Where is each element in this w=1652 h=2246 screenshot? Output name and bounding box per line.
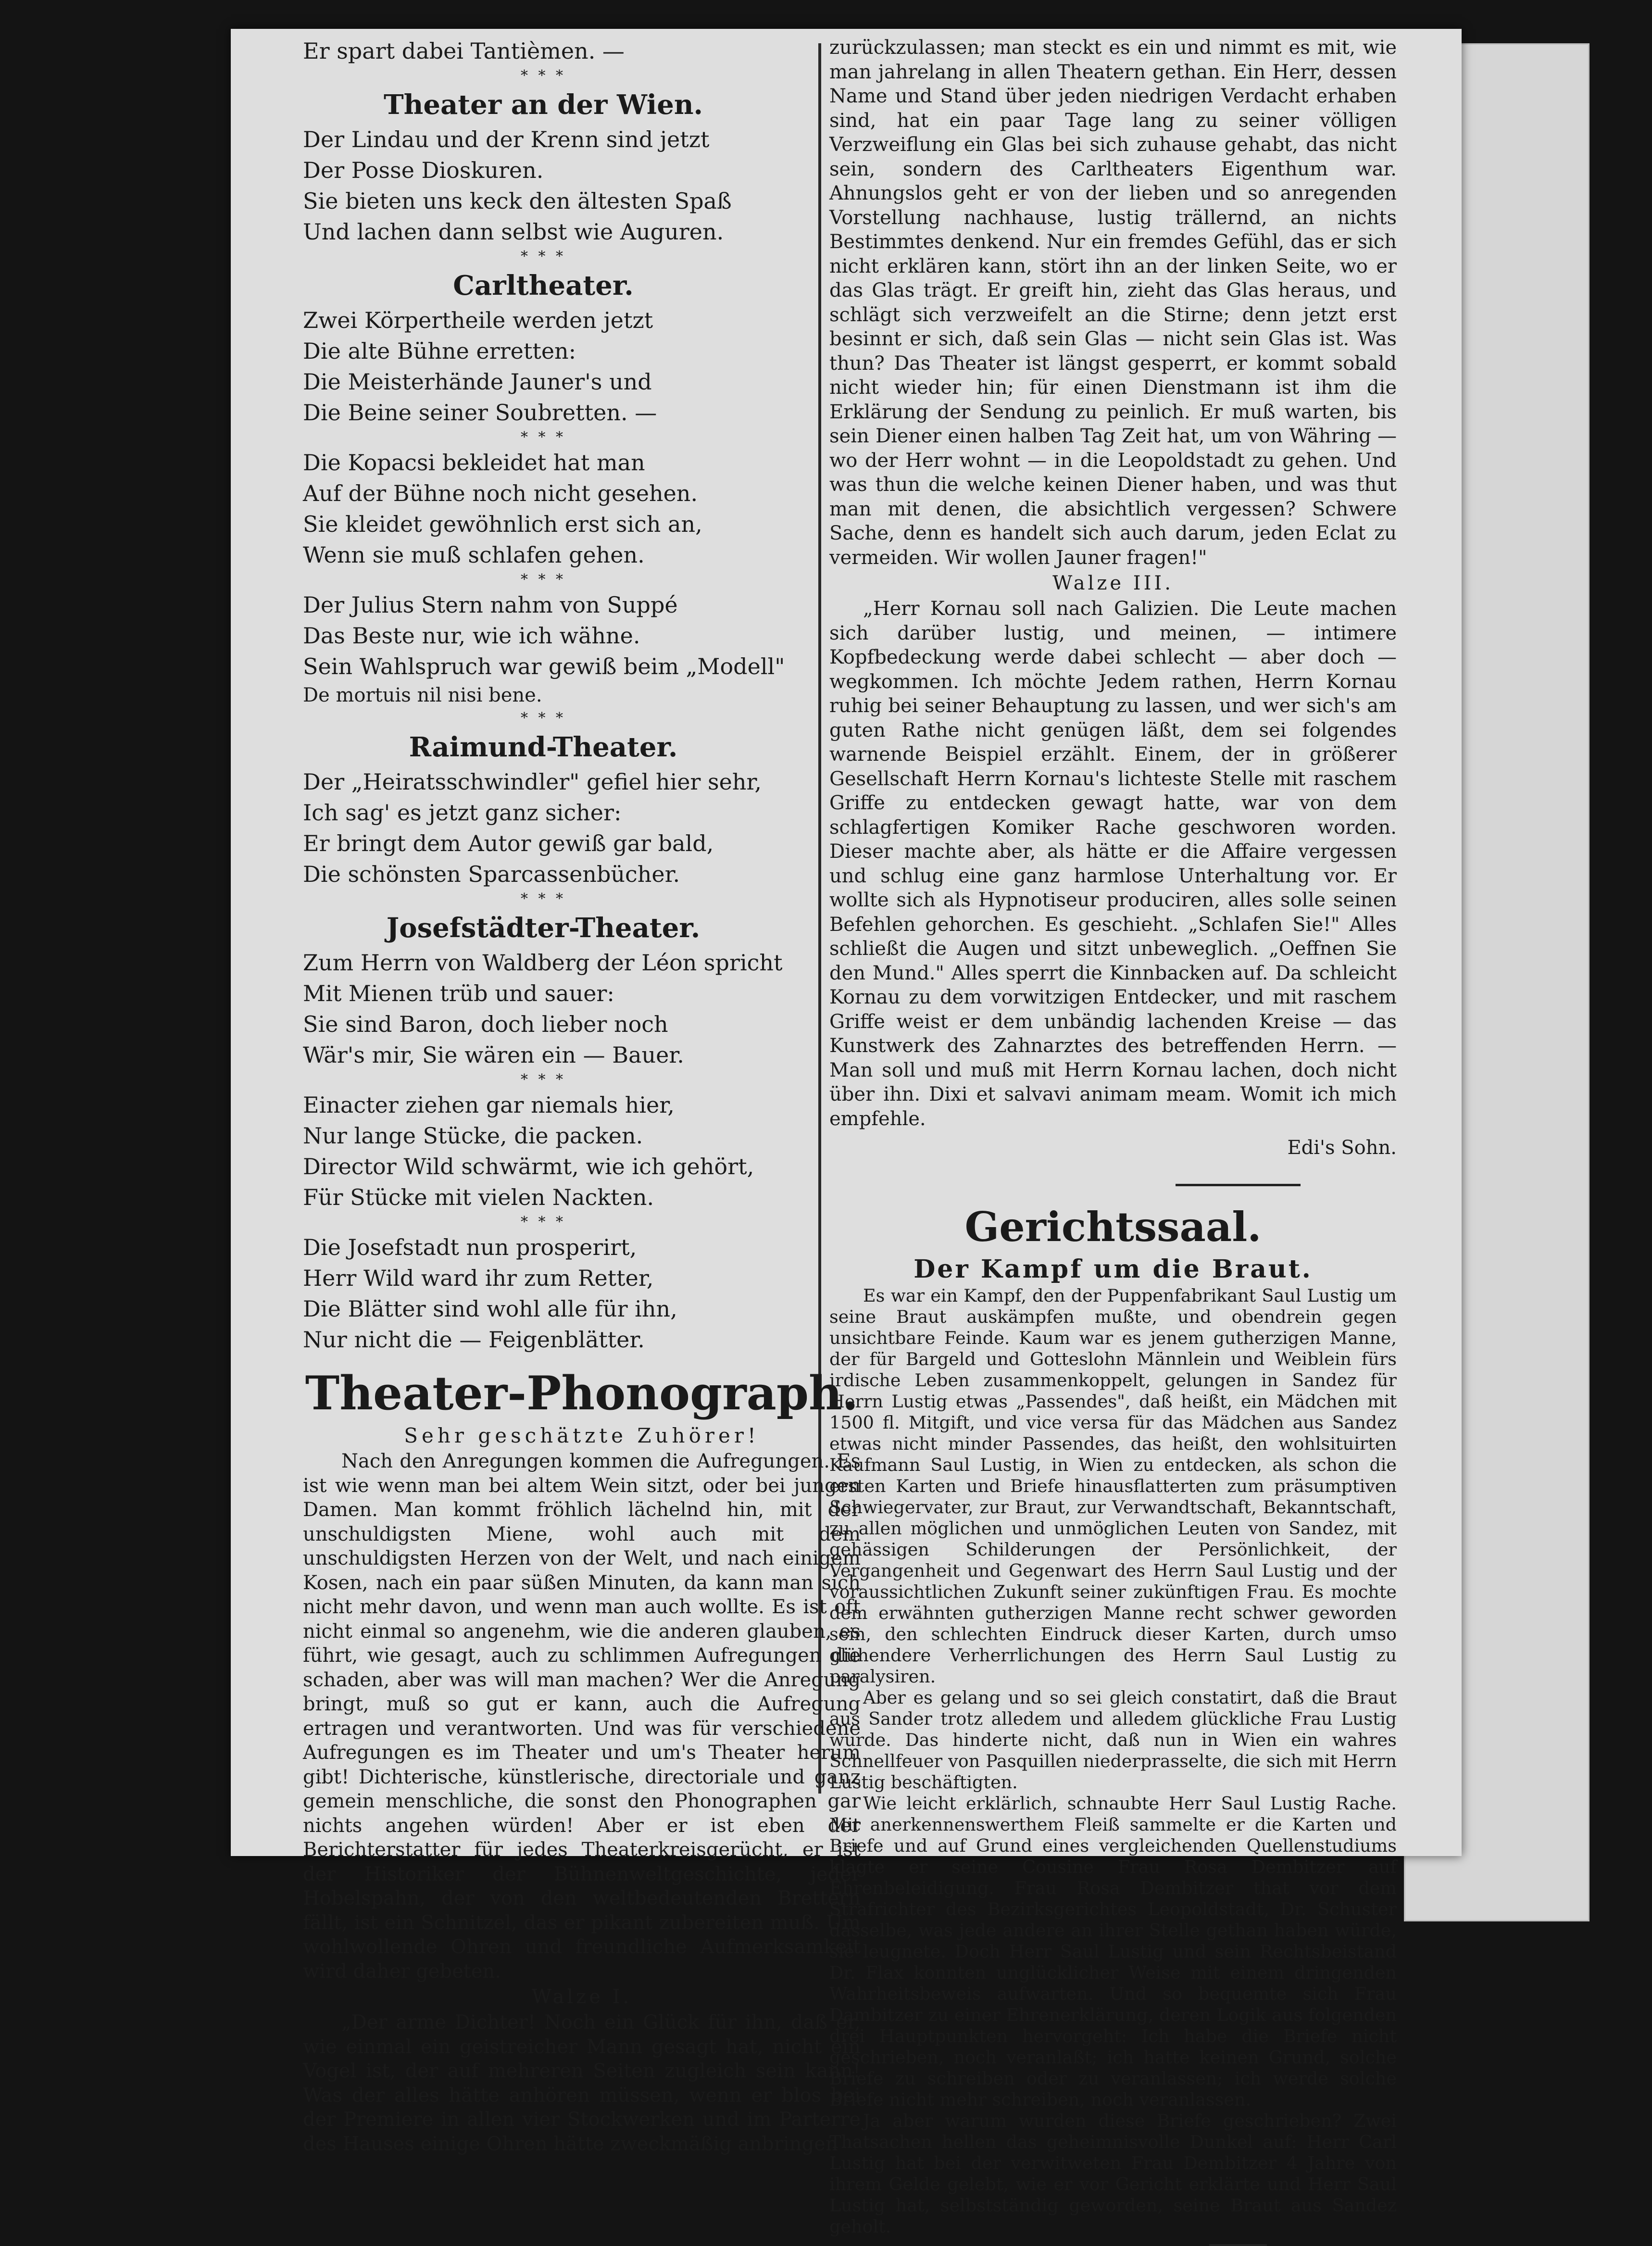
court-paragraph: Aber es gelang und so sei gleich constatirt, daß die Braut aus Sander trotz alledem und alledem glückliche Frau Lustig wurde. Das hinderte nicht, daß nun in Wien ein wahres Schnellfeuer von Pasquillen niederprasselte, die sich mit Herrn Lustig beschäftigten. — [829, 1687, 1397, 1793]
verse-line: Er bringt dem Autor gewiß gar bald, — [303, 830, 714, 856]
verse-line: Die alte Bühne erretten: — [303, 338, 576, 364]
verse-line: Wenn sie muß schlafen gehen. — [303, 542, 645, 568]
verse-line: Für Stücke mit vielen Nackten. — [303, 1184, 654, 1210]
verse-line: Sein Wahlspruch war gewiß beim „Modell" — [303, 653, 785, 679]
court-paragraph: Ja aber warum wurden diese Briefe geschrieben? Zwei Thatsachen hellen das geheimnisvolle Dunkel auf: Herr Carl Lustig hat bei der verwitweten Frau Dembitzer 4 Jahre von ihrem Gelde gelebt, wie er vor Gericht erklärte und Herr Saul Lustig hat, selbstständig geworden, seine Braut aus Sandez geholt. — [829, 2110, 1397, 2237]
verse-line: Die Kopacsi bekleidet hat man — [303, 450, 645, 476]
verse-line: Director Wild schwärmt, wie ich gehört, — [303, 1154, 754, 1179]
court-section-title: Gerichtssaal. — [964, 1203, 1262, 1251]
article-paragraph: zurückzulassen; man steckt es ein und nimmt es mit, wie man jahrelang in allen Theatern gethan. Ein Herr, dessen Name und Stand über jeden niedrigen Verdacht erhaben sind, hat ein paar Tage lang zu seiner völligen Verzweiflung ein Glas bei sich zuhause gehabt, das nicht sein, sondern des Carltheaters Eigenthum war. Ahnungslos geht er von der lieben und so anregenden Vorstellung nachhause, lustig trällernd, an nichts Bestimmtes denkend. Nur ein fremdes Gefühl, das er sich nicht erklären kann, stört ihn an der linken Seite, wo er das Glas trägt. Er greift hin, zieht das Glas heraus, und schlägt sich verzweifelt an die Stirne; denn jetzt erst besinnt er sich, daß sein Glas — nicht sein Glas ist. Was thun? Das Theater ist längst gesperrt, er kommt sobald nicht wieder hin; für einen Dienstmann ist ihm die Erklärung der Sendung zu peinlich. Er muß warten, bis sein Diener einen halben Tag Zeit hat, um von Währing — wo der Herr wohnt — in die Leopoldstadt zu gehen. Und was thun die welche keinen Diener haben, und was thut man mit denen, die absichtlich vergessen? Schwere Sache, denn es handelt sich auch darum, jeden Eclat zu vermeiden. Wir wollen Jauner fragen!" — [829, 37, 1397, 569]
stars-separator: * * * — [520, 891, 566, 907]
verse-line: Zum Herrn von Waldberg der Léon spricht — [303, 950, 783, 976]
verse-line: Herr Wild ward ihr zum Retter, — [303, 1265, 654, 1291]
verse-line: Zwei Körpertheile werden jetzt — [303, 307, 653, 333]
verse-line: Er spart dabei Tantièmen. — — [303, 38, 625, 64]
verse-line: Die schönsten Sparcassenbücher. — [303, 861, 680, 887]
stars-separator: * * * — [520, 67, 566, 84]
phonograph-paragraph: Nach den Anregungen kommen die Aufregungen. Es ist wie wenn man bei altem Wein sitzt, oder bei jungen Damen. Man kommt fröhlich lächelnd hin, mit der unschuldigsten Miene, wohl auch mit dem unschuldigsten Herzen von der Welt, und nach einigem Kosen, nach ein paar süßen Minuten, da kann man sich nicht mehr davon, und wenn man auch wollte. Es ist oft nicht einmal so angenehm, wie die anderen glauben, es führt, wie gesagt, auch zu schlimmen Aufregungen die schaden, aber was will man machen? Wer die Anregung bringt, muß so gut er kann, auch die Aufregung ertragen und verantworten. Und was für verschiedene Aufregungen es im Theater und um's Theater herum gibt! Dichterische, künstlerische, directoriale und ganz gemein menschliche, die sonst den Phonographen gar nichts angehen würden! Aber er ist eben der Berichterstatter für jedes Theaterkreisgerücht, er ist der Historiker der Bühnenweltgeschichte, jeder Hobelspahn, der von den weltbedeutenden Brettern fällt, ist ein Schnitzel, das er pikant zubereiten muß. Um wohlwollende Ohren und freundliche Aufmerksamkeit wird daher gebeten. — [303, 1450, 861, 1983]
stars-separator: * * * — [520, 429, 566, 446]
right-column — [829, 36, 1647, 2246]
stars-separator: * * * — [520, 1071, 566, 1088]
section-title-josefstadt: Josefstädter-Theater. — [386, 912, 701, 944]
stars-separator: * * * — [520, 710, 566, 727]
section-title-wien: Theater an der Wien. — [383, 89, 703, 121]
newspaper-page — [231, 29, 1462, 2237]
verse-line: Auf der Bühne noch nicht gesehen. — [303, 480, 698, 506]
verse-line: Der Julius Stern nahm von Suppé — [303, 592, 678, 618]
verse-line: Wär's mir, Sie wären ein — Bauer. — [303, 1042, 684, 1068]
stars-separator: * * * — [520, 1214, 566, 1230]
section-rule — [1176, 1184, 1301, 1186]
stars-separator: * * * — [520, 248, 566, 265]
verse-line: Nur lange Stücke, die packen. — [303, 1123, 643, 1149]
stars-separator: * * * — [520, 571, 566, 588]
court-paragraph: Wie leicht erklärlich, schnaubte Herr Saul Lustig Rache. Mit anerkennenswerthem Fleiß sammelte er die Karten und Briefe und auf Grund eines vergleichenden Quellenstudiums klagte er seine Cousine Frau Rosa Dembitzer auf Ehrenbeleidigung. Frau Rosa Dembitzer that vor dem Strafrichter des Bezirksgerichtes Leopoldstadt, Dr. Schuster dasselbe, was jede andere an ihrer Stelle gethan haben würde, sie leugnete. Doch Herr Saul Lustig und sein Rechtsbeistand Dr. Flax konnten unglücklicher Weise mit einem dringenden Wahrheitsbeweis aufwarten. Und so bequemte sich Frau Dambitzer zu einer Ehrenerklärung, deren Logik aus folgenden drei Hauptpunkten hervorgeht: Ich habe die Briefe nicht geschrieben, noch veranlaßt; ich hatte keinen Grund, solche Briefe zu schreiben oder zu veranlassen; ich werde solche Briefe nicht mehr schreiben, noch veranlassen. — [829, 1793, 1397, 2110]
author-signature: Edi's Sohn. — [1287, 1137, 1397, 1159]
court-paragraph: Es war ein Kampf, den der Puppenfabrikant Saul Lustig um seine Braut auskämpfen mußte, und obendrein gegen unsichtbare Feinde. Kaum war es jenem gutherzigen Manne, der für Bargeld und Gotteslohn Männlein und Weiblein fürs irdische Leben zusammenkoppelt, gelungen in Sandez für Herrn Lustig etwas „Passendes", daß heißt, ein Mädchen mit 1500 fl. Mitgift, und vice versa für das Mädchen aus Sandez etwas nicht minder Passendes, das heißt, den wohlsituirten Kaufmann Saul Lustig, in Wien zu entdecken, als schon die ersten Karten und Briefe hinausflatterten zum präsumptiven Schwiegervater, zur Braut, zur Verwandtschaft, Bekanntschaft, zu allen möglichen und unmöglichen Leuten von Sandez, mit gehässigen Schilderungen der Persönlichkeit, der Vergangenheit und Gegenwart des Herrn Saul Lustig und der voraussichtlichen Zukunft seiner zukünftigen Frau. Es mochte dem erwähnten gutherzigen Manne recht schwer geworden sein, den schlechten Eindruck dieser Karten, durch umso glühendere Verherrlichungen des Herrn Saul Lustig zu paralysiren. — [829, 1285, 1397, 1687]
phonograph-subtitle: Sehr geschätzte Zuhörer! — [404, 1424, 760, 1447]
verse-line: Der „Heiratsschwindler" gefiel hier sehr, — [303, 769, 762, 795]
verse-line: Sie kleidet gewöhnlich erst sich an, — [303, 511, 702, 537]
phonograph-paragraph: „Der arme Dichter! Noch ein Glück für ihn, daß er, wie einmal ein geistreicher Mann gesagt hat, nicht ein Vogel ist, der auf mehreren Seiten zugleich sein kann! Was der alles hätte anhören müssen, wenn er blos bei der Premiere in allen vier Stockwerken und im Parterre des Hauses einige Ohren hätte zweckmäßig anbringen — [303, 2011, 861, 2155]
verse-line: Das Beste nur, wie ich wähne. — [303, 623, 640, 649]
walze-heading: Walze III. — [1052, 572, 1174, 594]
verse-line: Ich sag' es jetzt ganz sicher: — [303, 800, 622, 826]
section-title-carltheater: Carltheater. — [453, 270, 634, 301]
verse-line: Die Beine seiner Soubretten. — — [303, 400, 657, 426]
verse-line: Die Josefstadt nun prosperirt, — [303, 1234, 637, 1260]
verse-line: Die Blätter sind wohl alle für ihn, — [303, 1296, 677, 1322]
walze-heading: Walze I. — [531, 1986, 632, 2008]
verse-line: Und lachen dann selbst wie Auguren. — [303, 219, 724, 245]
verse-line: Mit Mienen trüb und sauer: — [303, 980, 614, 1006]
latin-line: De mortuis nil nisi bene. — [303, 684, 542, 706]
verse-line: Einacter ziehen gar niemals hier, — [303, 1092, 675, 1118]
verse-line: Die Meisterhände Jauner's und — [303, 369, 652, 395]
phonograph-title: Theater-Phonograph. — [305, 1366, 859, 1420]
verse-line: Nur nicht die — Feigenblätter. — [303, 1327, 645, 1353]
section-title-raimund: Raimund-Theater. — [409, 731, 678, 763]
verse-line: Der Lindau und der Krenn sind jetzt — [303, 126, 710, 152]
verse-line: Sie sind Baron, doch lieber noch — [303, 1011, 668, 1037]
end-rule — [1209, 2244, 1267, 2246]
verse-line: Der Posse Dioskuren. — [303, 157, 544, 183]
court-article-title: Der Kampf um die Braut. — [914, 1255, 1313, 1284]
article-paragraph: „Herr Kornau soll nach Galizien. Die Leute machen sich darüber lustig, und meinen, — intimere Kopfbedeckung werde dabei schlecht — aber doch — wegkommen. Ich möchte Jedem rathen, Herrn Kornau ruhig bei seiner Behauptung zu lassen, und wer sich's am guten Rathe nicht genügen läßt, dem sei folgendes warnende Beispiel erzählt. Einem, der in größerer Gesellschaft Herrn Kornau's lichteste Stelle mit raschem Griffe zu entdecken gewagt hatte, war von dem schlagfertigen Komiker Rache geschworen worden. Dieser machte aber, als hätte er die Affaire vergessen und schlug eine ganz harmlose Unterhaltung vor. Er wollte sich als Hypnotiseur produciren, alles solle seinen Befehlen gehorchen. Es geschieht. „Schlafen Sie!" Alles schließt die Augen und sitzt unbeweglich. „Oeffnen Sie den Mund." Alles sperrt die Kinnbacken auf. Da schleicht Kornau zu dem vorwitzigen Entdecker, und mit raschem Griffe weist er dem unbändig lachenden Kreise — das Kunstwerk des Zahnarztes des betreffenden Herrn. — Man soll und muß mit Herrn Kornau lachen, doch nicht über ihn. Dixi et salvavi animam meam. Womit ich mich empfehle. — [829, 598, 1397, 1130]
verse-line: Sie bieten uns keck den ältesten Spaß — [303, 188, 732, 214]
